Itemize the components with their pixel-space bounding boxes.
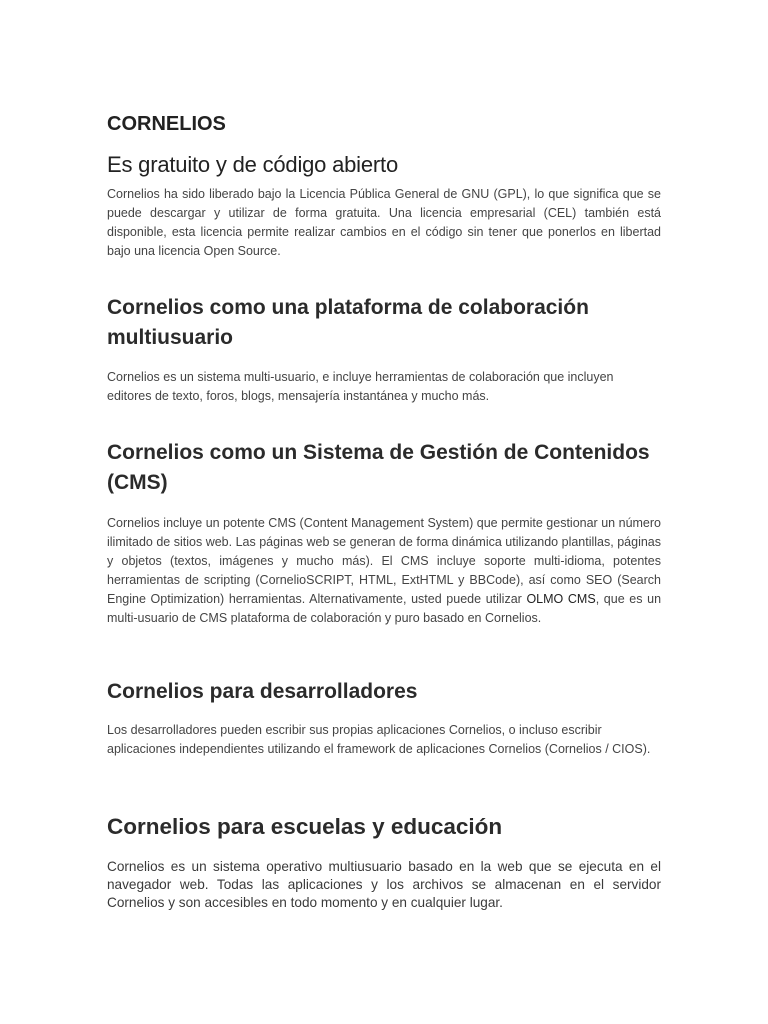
- section-heading-cms: Cornelios como un Sistema de Gestión de Contenidos (CMS): [107, 441, 650, 494]
- cms-body-text-end: , que es un multi-usuario de CMS plataforma de colaboración y puro basado en Cornelios.: [107, 591, 662, 625]
- section-heading-education: Cornelios para escuelas y educación: [107, 814, 503, 839]
- document-title: CORNELIOS: [107, 113, 226, 135]
- cms-body-text-start: Cornelios incluye un potente CMS (Content Management System) que permite gestionar un número ilimitado de sitios web. Las páginas web se generan de forma dinámica utilizando plantillas, páginas y objetos (textos, imágenes y mucho más). El CMS incluye soporte multi-idioma, potentes herramientas de scripting (CornelioSCRIPT, HTML, ExtHTML y BBCode), así como SEO (Search Engine Optimization) herramientas. Alternativamente, usted puede utilizar: [107, 516, 661, 606]
- document-subtitle: Es gratuito y de código abierto: [107, 152, 398, 177]
- olmo-cms-link[interactable]: OLMO CMS: [526, 591, 596, 606]
- section-body-developers: Los desarrolladores pueden escribir sus propias aplicaciones Cornelios, o incluso escribir aplicaciones independientes utilizando el framework de aplicaciones Cornelios (Cornelios / CIOS).: [107, 723, 651, 756]
- section-body-collaboration: Cornelios es un sistema multi-usuario, e incluye herramientas de colaboración que incluyen editores de texto, foros, blogs, mensajería instantánea y mucho más.: [107, 370, 614, 403]
- intro-paragraph: Cornelios ha sido liberado bajo la Licencia Pública General de GNU (GPL), lo que significa que se puede descargar y utilizar de forma gratuita. Una licencia empresarial (CEL) también está disponible, esta licencia permite realizar cambios en el código sin tener que ponerlos en libertad bajo una licencia Open Source.: [107, 187, 661, 258]
- section-heading-developers: Cornelios para desarrolladores: [107, 680, 418, 703]
- section-heading-collaboration: Cornelios como una plataforma de colaboración multiusuario: [107, 296, 589, 349]
- section-body-education: Cornelios es un sistema operativo multiusuario basado en la web que se ejecuta en el navegador web. Todas las aplicaciones y los archivos se almacenan en el servidor Cornelios y son accesibles en todo momento y en cualquier lugar.: [107, 859, 661, 910]
- section-body-cms: [107, 514, 661, 627]
